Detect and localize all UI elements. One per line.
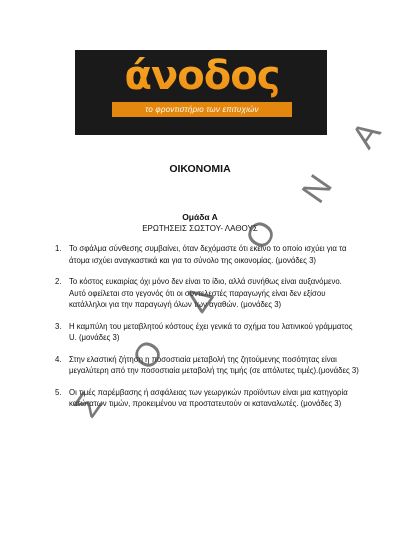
question-text: Το σφάλμα σύνθεσης συμβαίνει, όταν δεχόμαστε ότι εκείνο το οποίο ισχύει για τα άτομα ισχύει αναγκαστικά και για το σύνολο της οικονομίας. (μονάδες 3) bbox=[69, 244, 347, 265]
question-number: 4. bbox=[55, 354, 62, 364]
watermark-letter: Ο bbox=[125, 333, 172, 377]
question-item bbox=[55, 243, 360, 266]
watermark-letter: Ο bbox=[238, 213, 285, 257]
logo bbox=[75, 50, 327, 135]
watermark-letter: Δ bbox=[177, 278, 222, 320]
question-text: Οι τιμές παρέμβασης ή ασφάλειας των γεωργικών προϊόντων είναι μια κατηγορία κατώτατων τιμών, προκειμένου να προστατευτούν οι καταναλωτές. (μονάδες 3) bbox=[69, 387, 348, 408]
question-number: 1. bbox=[55, 244, 62, 253]
watermark-letter: Σ bbox=[66, 385, 111, 425]
question-text: Το κόστος ευκαιρίας όχι μόνο δεν είναι το ίδιο, αλλά συνήθως είναι αυξανόμενο. Αυτό οφείλεται στο γεγονός ότι οι συντελεστές παραγωγής είναι δεν εξίσου κατάλληλοι για την παραγωγή όλων των αγαθών. (μονάδες 3) bbox=[69, 277, 342, 309]
question-text: Στην ελαστική ζήτηση η ποσοστιαία μεταβολή της ζητούμενης ποσότητας είναι μεγαλύτερη από την ποσοστιαία μεταβολή της τιμής (σε απόλυτες τιμές).(μονάδες 3) bbox=[69, 354, 359, 375]
watermark-letter: Ν bbox=[294, 168, 340, 210]
document-title: ΟΙΚΟΝΟΜΙΑ bbox=[169, 163, 231, 175]
question-item bbox=[55, 321, 360, 344]
logo-tagline: το φροντιστήριο των επιτυχιών bbox=[112, 102, 292, 117]
question-number: 2. bbox=[55, 277, 62, 286]
question-item bbox=[55, 276, 360, 311]
question-list bbox=[55, 243, 360, 420]
logo-word: άνοδος bbox=[112, 54, 292, 98]
watermark-letter: Α bbox=[344, 114, 389, 156]
section-subtitle: ΕΡΩΤΗΣΕΙΣ ΣΩΣΤΟΥ- ΛΑΘΟΥΣ bbox=[142, 224, 258, 233]
question-text: Η καμπύλη του μεταβλητού κόστους έχει γενικά το σχήμα του λατινικού γράμματος U. (μονάδες 3) bbox=[69, 321, 353, 342]
question-number: 3. bbox=[55, 321, 62, 331]
question-item bbox=[55, 387, 360, 410]
question-number: 5. bbox=[55, 387, 62, 397]
question-item bbox=[55, 354, 360, 377]
group-heading: Ομάδα Α bbox=[182, 212, 218, 222]
